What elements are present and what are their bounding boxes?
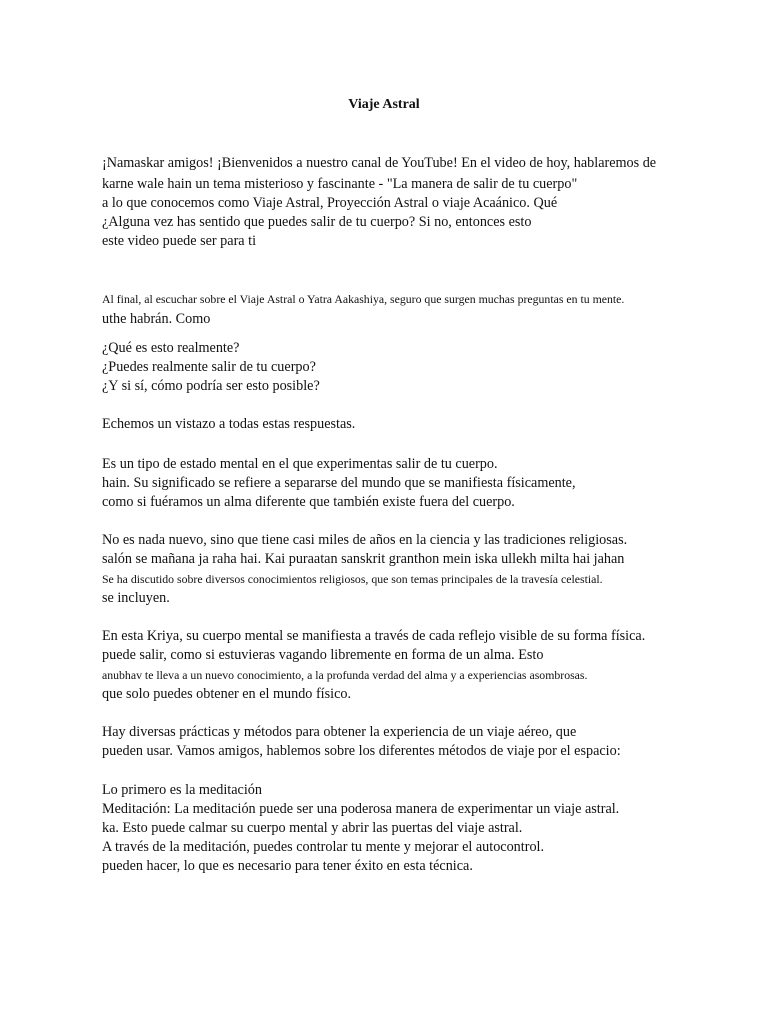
text-line: ka. Esto puede calmar su cuerpo mental y abrir las puertas del viaje astral. — [102, 820, 523, 836]
text-line: que solo puedes obtener en el mundo físico. — [102, 686, 352, 702]
text-line: anubhav te lleva a un nuevo conocimiento, a la profunda verdad del alma y a experiencias asombrosas. — [102, 668, 588, 682]
text-line: Al final, al escuchar sobre el Viaje Astral o Yatra Aakashiya, seguro que surgen muchas preguntas en tu mente. — [102, 292, 625, 306]
text-line: No es nada nuevo, sino que tiene casi miles de años en la ciencia y las tradiciones religiosas. — [102, 532, 628, 548]
text-line: Echemos un vistazo a todas estas respuestas. — [102, 416, 356, 432]
text-line: este video puede ser para ti — [102, 233, 257, 249]
text-line: uthe habrán. Como — [102, 311, 211, 327]
text-line: Se ha discutido sobre diversos conocimientos religiosos, que son temas principales de la travesía celestial. — [102, 572, 603, 586]
text-line: Meditación: La meditación puede ser una poderosa manera de experimentar un viaje astral. — [102, 801, 620, 817]
text-line: se incluyen. — [102, 590, 170, 606]
text-line: pueden hacer, lo que es necesario para tener éxito en esta técnica. — [102, 858, 473, 874]
text-line: A través de la meditación, puedes controlar tu mente y mejorar el autocontrol. — [102, 839, 545, 855]
text-line: hain. Su significado se refiere a separarse del mundo que se manifiesta físicamente, — [102, 475, 576, 491]
text-line: ¡Namaskar amigos! ¡Bienvenidos a nuestro canal de YouTube! En el video de hoy, hablaremos de — [102, 155, 657, 171]
text-line: a lo que conocemos como Viaje Astral, Proyección Astral o viaje Acaánico. Qué — [102, 195, 558, 211]
text-line: Hay diversas prácticas y métodos para obtener la experiencia de un viaje aéreo, que — [102, 724, 577, 740]
text-line: como si fuéramos un alma diferente que también existe fuera del cuerpo. — [102, 494, 515, 510]
text-line: salón se mañana ja raha hai. Kai puraatan sanskrit granthon mein iska ullekh milta hai jahan — [102, 551, 625, 567]
text-line: ¿Qué es esto realmente? — [102, 340, 240, 356]
text-line: En esta Kriya, su cuerpo mental se manifiesta a través de cada reflejo visible de su forma física. — [102, 628, 646, 644]
text-line: Es un tipo de estado mental en el que experimentas salir de tu cuerpo. — [102, 456, 498, 472]
text-line: Lo primero es la meditación — [102, 782, 262, 798]
text-line: ¿Alguna vez has sentido que puedes salir de tu cuerpo? Si no, entonces esto — [102, 214, 532, 230]
text-line: ¿Y si sí, cómo podría ser esto posible? — [102, 378, 320, 394]
text-line: ¿Puedes realmente salir de tu cuerpo? — [102, 359, 316, 375]
text-line: pueden usar. Vamos amigos, hablemos sobre los diferentes métodos de viaje por el espacio: — [102, 743, 621, 759]
text-line: karne wale hain un tema misterioso y fascinante - "La manera de salir de tu cuerpo" — [102, 176, 578, 192]
page-title: Viaje Astral — [348, 97, 420, 112]
text-line: puede salir, como si estuvieras vagando libremente en forma de un alma. Esto — [102, 647, 544, 663]
